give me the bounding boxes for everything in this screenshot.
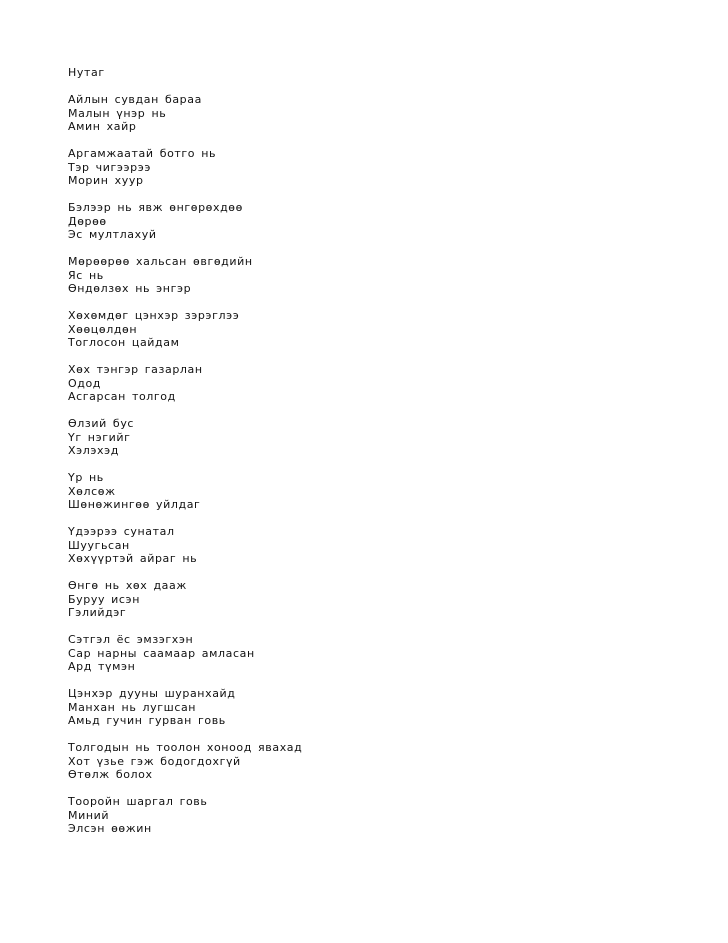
poem-line: Хэлэхэд — [68, 444, 119, 457]
stanza — [68, 525, 668, 566]
stanza — [68, 471, 668, 512]
stanza — [68, 741, 668, 782]
poem-line: Шуугьсан — [68, 538, 130, 552]
poem-line: Одод — [68, 376, 101, 390]
poem-line: Эс мултлахуй — [68, 228, 157, 241]
poem-line: Амин хайр — [68, 120, 137, 133]
poem-title: Нутаг — [68, 66, 105, 79]
poem-line: Цэнхэр дууны шуранхайд — [68, 687, 236, 700]
poem-line: Аргамжаатай ботго нь — [68, 147, 217, 160]
poem-line: Тооройн шаргал говь — [68, 795, 208, 808]
stanza — [68, 93, 668, 134]
poem-line: Үг нэгийг — [68, 430, 131, 444]
poem-line: Дөрөө — [68, 214, 107, 228]
poem-line: Тэр чигээрээ — [68, 160, 151, 174]
poem — [68, 66, 668, 849]
poem-line: Малын үнэр нь — [68, 106, 167, 120]
poem-line: Асгарсан толгод — [68, 390, 176, 403]
poem-line: Мөрөөрөө хальсан өвгөдийн — [68, 255, 253, 268]
poem-line: Гэлийдэг — [68, 606, 127, 619]
poem-line: Өтөлж болох — [68, 768, 153, 781]
poem-line: Буруу исэн — [68, 592, 140, 606]
stanza — [68, 417, 668, 458]
poem-line: Морин хуур — [68, 174, 144, 187]
poem-line: Үр нь — [68, 471, 104, 484]
poem-line: Өлзий бус — [68, 417, 135, 430]
poem-line: Хөх тэнгэр газарлан — [68, 363, 203, 376]
poem-line: Үдээрээ сунатал — [68, 525, 175, 538]
poem-line: Хөхүүртэй айраг нь — [68, 552, 198, 565]
poem-line: Миний — [68, 808, 110, 822]
poem-line: Тоглосон цайдам — [68, 336, 180, 349]
poem-line: Амьд гучин гурван говь — [68, 714, 226, 727]
poem-line: Яс нь — [68, 268, 104, 282]
poem-line: Толгодын нь тоолон хоноод явахад — [68, 741, 303, 754]
poem-line: Ард түмэн — [68, 660, 136, 673]
stanza — [68, 795, 668, 836]
poem-line: Хөхөмдөг цэнхэр зэрэглээ — [68, 309, 240, 322]
stanza — [68, 309, 668, 350]
stanza — [68, 201, 668, 242]
poem-line: Бэлээр нь явж өнгөрөхдөө — [68, 201, 243, 214]
stanza — [68, 687, 668, 728]
poem-line: Хөлсөж — [68, 484, 116, 498]
poem-line: Хот үзье гэж бодогдохгүй — [68, 754, 241, 768]
poem-line: Хөөцөлдөн — [68, 322, 138, 336]
poem-line: Сар нарны саамаар амласан — [68, 646, 255, 660]
stanza — [68, 363, 668, 404]
poem-line: Айлын сувдан бараа — [68, 93, 202, 106]
poem-line: Сэтгэл ёс эмзэгхэн — [68, 633, 194, 646]
stanza — [68, 579, 668, 620]
poem-line: Манхан нь лугшсан — [68, 700, 197, 714]
poem-line: Шөнөжингөө уйлдаг — [68, 498, 201, 511]
poem-line: Өндөлзөх нь энгэр — [68, 282, 192, 295]
stanza — [68, 255, 668, 296]
poem-line: Элсэн өөжин — [68, 822, 152, 835]
stanza — [68, 147, 668, 188]
stanza — [68, 633, 668, 674]
poem-line: Өнгө нь хөх дааж — [68, 579, 187, 592]
